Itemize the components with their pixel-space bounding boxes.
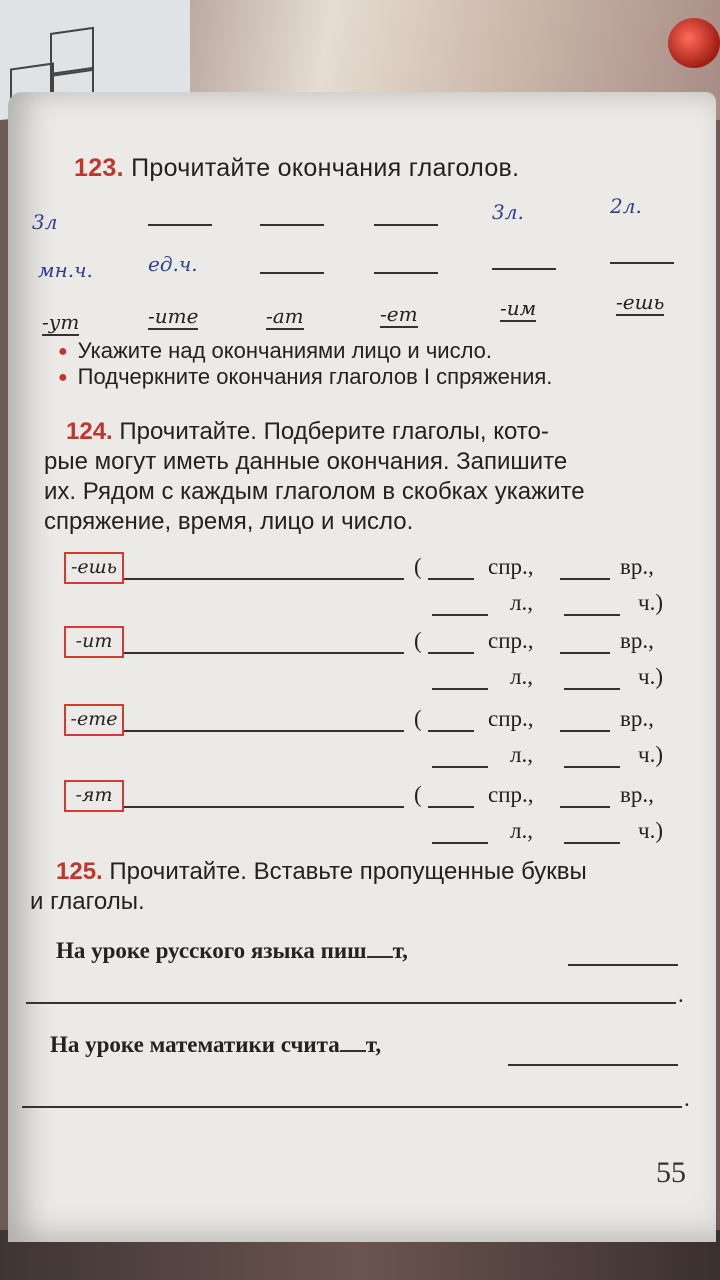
ch-label: ч.) xyxy=(638,590,663,615)
l-label: л., xyxy=(510,742,533,767)
answer-line xyxy=(124,578,404,580)
ending-box: -ешь xyxy=(64,552,124,584)
vr-label: вр., xyxy=(620,782,654,807)
ex123-bullet-2: ● Подчеркните окончания глаголов I спряжения. xyxy=(58,364,553,389)
vr-label: вр., xyxy=(620,628,654,653)
end-dot: . xyxy=(684,1086,690,1111)
blank-line xyxy=(560,806,610,808)
ex124-line-3: их. Рядом с каждым глаголом в скобках укажите xyxy=(44,478,585,505)
ex123-r2-c1: мн.ч. xyxy=(38,258,93,282)
vr-label: вр., xyxy=(620,554,654,579)
paren-open: ( xyxy=(414,706,422,731)
ex123-r3-c5: -им xyxy=(500,296,537,320)
blank-line xyxy=(374,272,438,274)
ex123-r3-c6: -ешь xyxy=(616,290,665,314)
ex123-r1-c6: 2л. xyxy=(610,194,642,218)
workbook-page xyxy=(8,92,716,1242)
ex123-bullet-1: ● Укажите над окончаниями лицо и число. xyxy=(58,338,492,363)
blank-line xyxy=(260,272,324,274)
blank-line xyxy=(564,842,620,844)
ex124-text: Прочитайте. Подберите глаголы, кото- xyxy=(119,418,549,445)
blank-line xyxy=(428,806,474,808)
blank-line xyxy=(432,842,488,844)
blank-line xyxy=(374,224,438,226)
ex124-line-2: рые могут иметь данные окончания. Запишите xyxy=(44,448,568,475)
blank-line xyxy=(260,224,324,226)
page-number: 55 xyxy=(656,1156,686,1189)
ex123-r3-c4: -ет xyxy=(380,302,418,326)
bullet-text: Подчеркните окончания глаголов I спряжения. xyxy=(77,364,553,389)
answer-line xyxy=(124,730,404,732)
ex124-number: 124. xyxy=(66,418,113,445)
ex125-line-2: и глаголы. xyxy=(30,888,145,915)
blank-line xyxy=(26,1002,676,1004)
blank-line xyxy=(22,1106,682,1108)
blank-line xyxy=(428,578,474,580)
blank-line xyxy=(492,268,556,270)
ch-label: ч.) xyxy=(638,818,663,843)
ending-box: -ят xyxy=(64,780,124,812)
ending-box: -ит xyxy=(64,626,124,658)
blank-line xyxy=(564,766,620,768)
l-label: л., xyxy=(510,664,533,689)
blank-line xyxy=(560,730,610,732)
ex123-title-text: Прочитайте окончания глаголов. xyxy=(131,154,520,182)
ex125-number: 125. xyxy=(56,858,103,885)
ending-box: -ете xyxy=(64,704,124,736)
blank-line xyxy=(564,688,620,690)
ex123-r3-c2: -ите xyxy=(148,304,199,328)
ex123-r3-c3: -ат xyxy=(266,304,304,328)
blank-line xyxy=(428,652,474,654)
ex123-r3-c1: -ут xyxy=(42,310,80,334)
l-label: л., xyxy=(510,590,533,615)
blank-line xyxy=(610,262,674,264)
ex123-r1-c1: 3л xyxy=(32,210,58,234)
spr-label: спр., xyxy=(488,628,534,653)
blank-line xyxy=(428,730,474,732)
ex125-sentence-1 xyxy=(56,938,408,964)
ex125-sentence-2 xyxy=(50,1032,381,1058)
blank-line xyxy=(568,964,678,966)
sentence-1-prefix: На уроке русского языка пиш xyxy=(56,938,367,963)
answer-line xyxy=(124,652,404,654)
ex123-title xyxy=(74,154,519,183)
blank-line xyxy=(508,1064,678,1066)
sentence-2-suffix: т, xyxy=(365,1032,382,1057)
spr-label: спр., xyxy=(488,782,534,807)
missing-letter-blank xyxy=(340,1050,366,1052)
ex124-line-1 xyxy=(66,418,549,446)
ex123-r2-c2: ед.ч. xyxy=(148,252,198,276)
blank-line xyxy=(432,614,488,616)
blank-line xyxy=(432,688,488,690)
l-label: л., xyxy=(510,818,533,843)
red-object xyxy=(668,18,720,68)
paren-open: ( xyxy=(414,628,422,653)
bullet-text: Укажите над окончаниями лицо и число. xyxy=(77,338,492,363)
ch-label: ч.) xyxy=(638,664,663,689)
sentence-1-suffix: т, xyxy=(392,938,408,963)
end-dot: . xyxy=(678,982,684,1007)
sentence-2-prefix: На уроке математики счита xyxy=(50,1032,340,1057)
ch-label: ч.) xyxy=(638,742,663,767)
paren-open: ( xyxy=(414,554,422,579)
spr-label: спр., xyxy=(488,554,534,579)
paren-open: ( xyxy=(414,782,422,807)
ex125-line-1 xyxy=(56,858,587,886)
ex124-line-4: спряжение, время, лицо и число. xyxy=(44,508,414,535)
blank-line xyxy=(564,614,620,616)
vr-label: вр., xyxy=(620,706,654,731)
answer-line xyxy=(124,806,404,808)
blank-line xyxy=(432,766,488,768)
blank-line xyxy=(560,578,610,580)
ex123-number: 123. xyxy=(74,154,124,182)
ex123-r1-c5: 3л. xyxy=(492,200,524,224)
spr-label: спр., xyxy=(488,706,534,731)
blank-line xyxy=(148,224,212,226)
ex125-text: Прочитайте. Вставьте пропущенные буквы xyxy=(109,858,587,885)
missing-letter-blank xyxy=(367,956,393,958)
blank-line xyxy=(560,652,610,654)
